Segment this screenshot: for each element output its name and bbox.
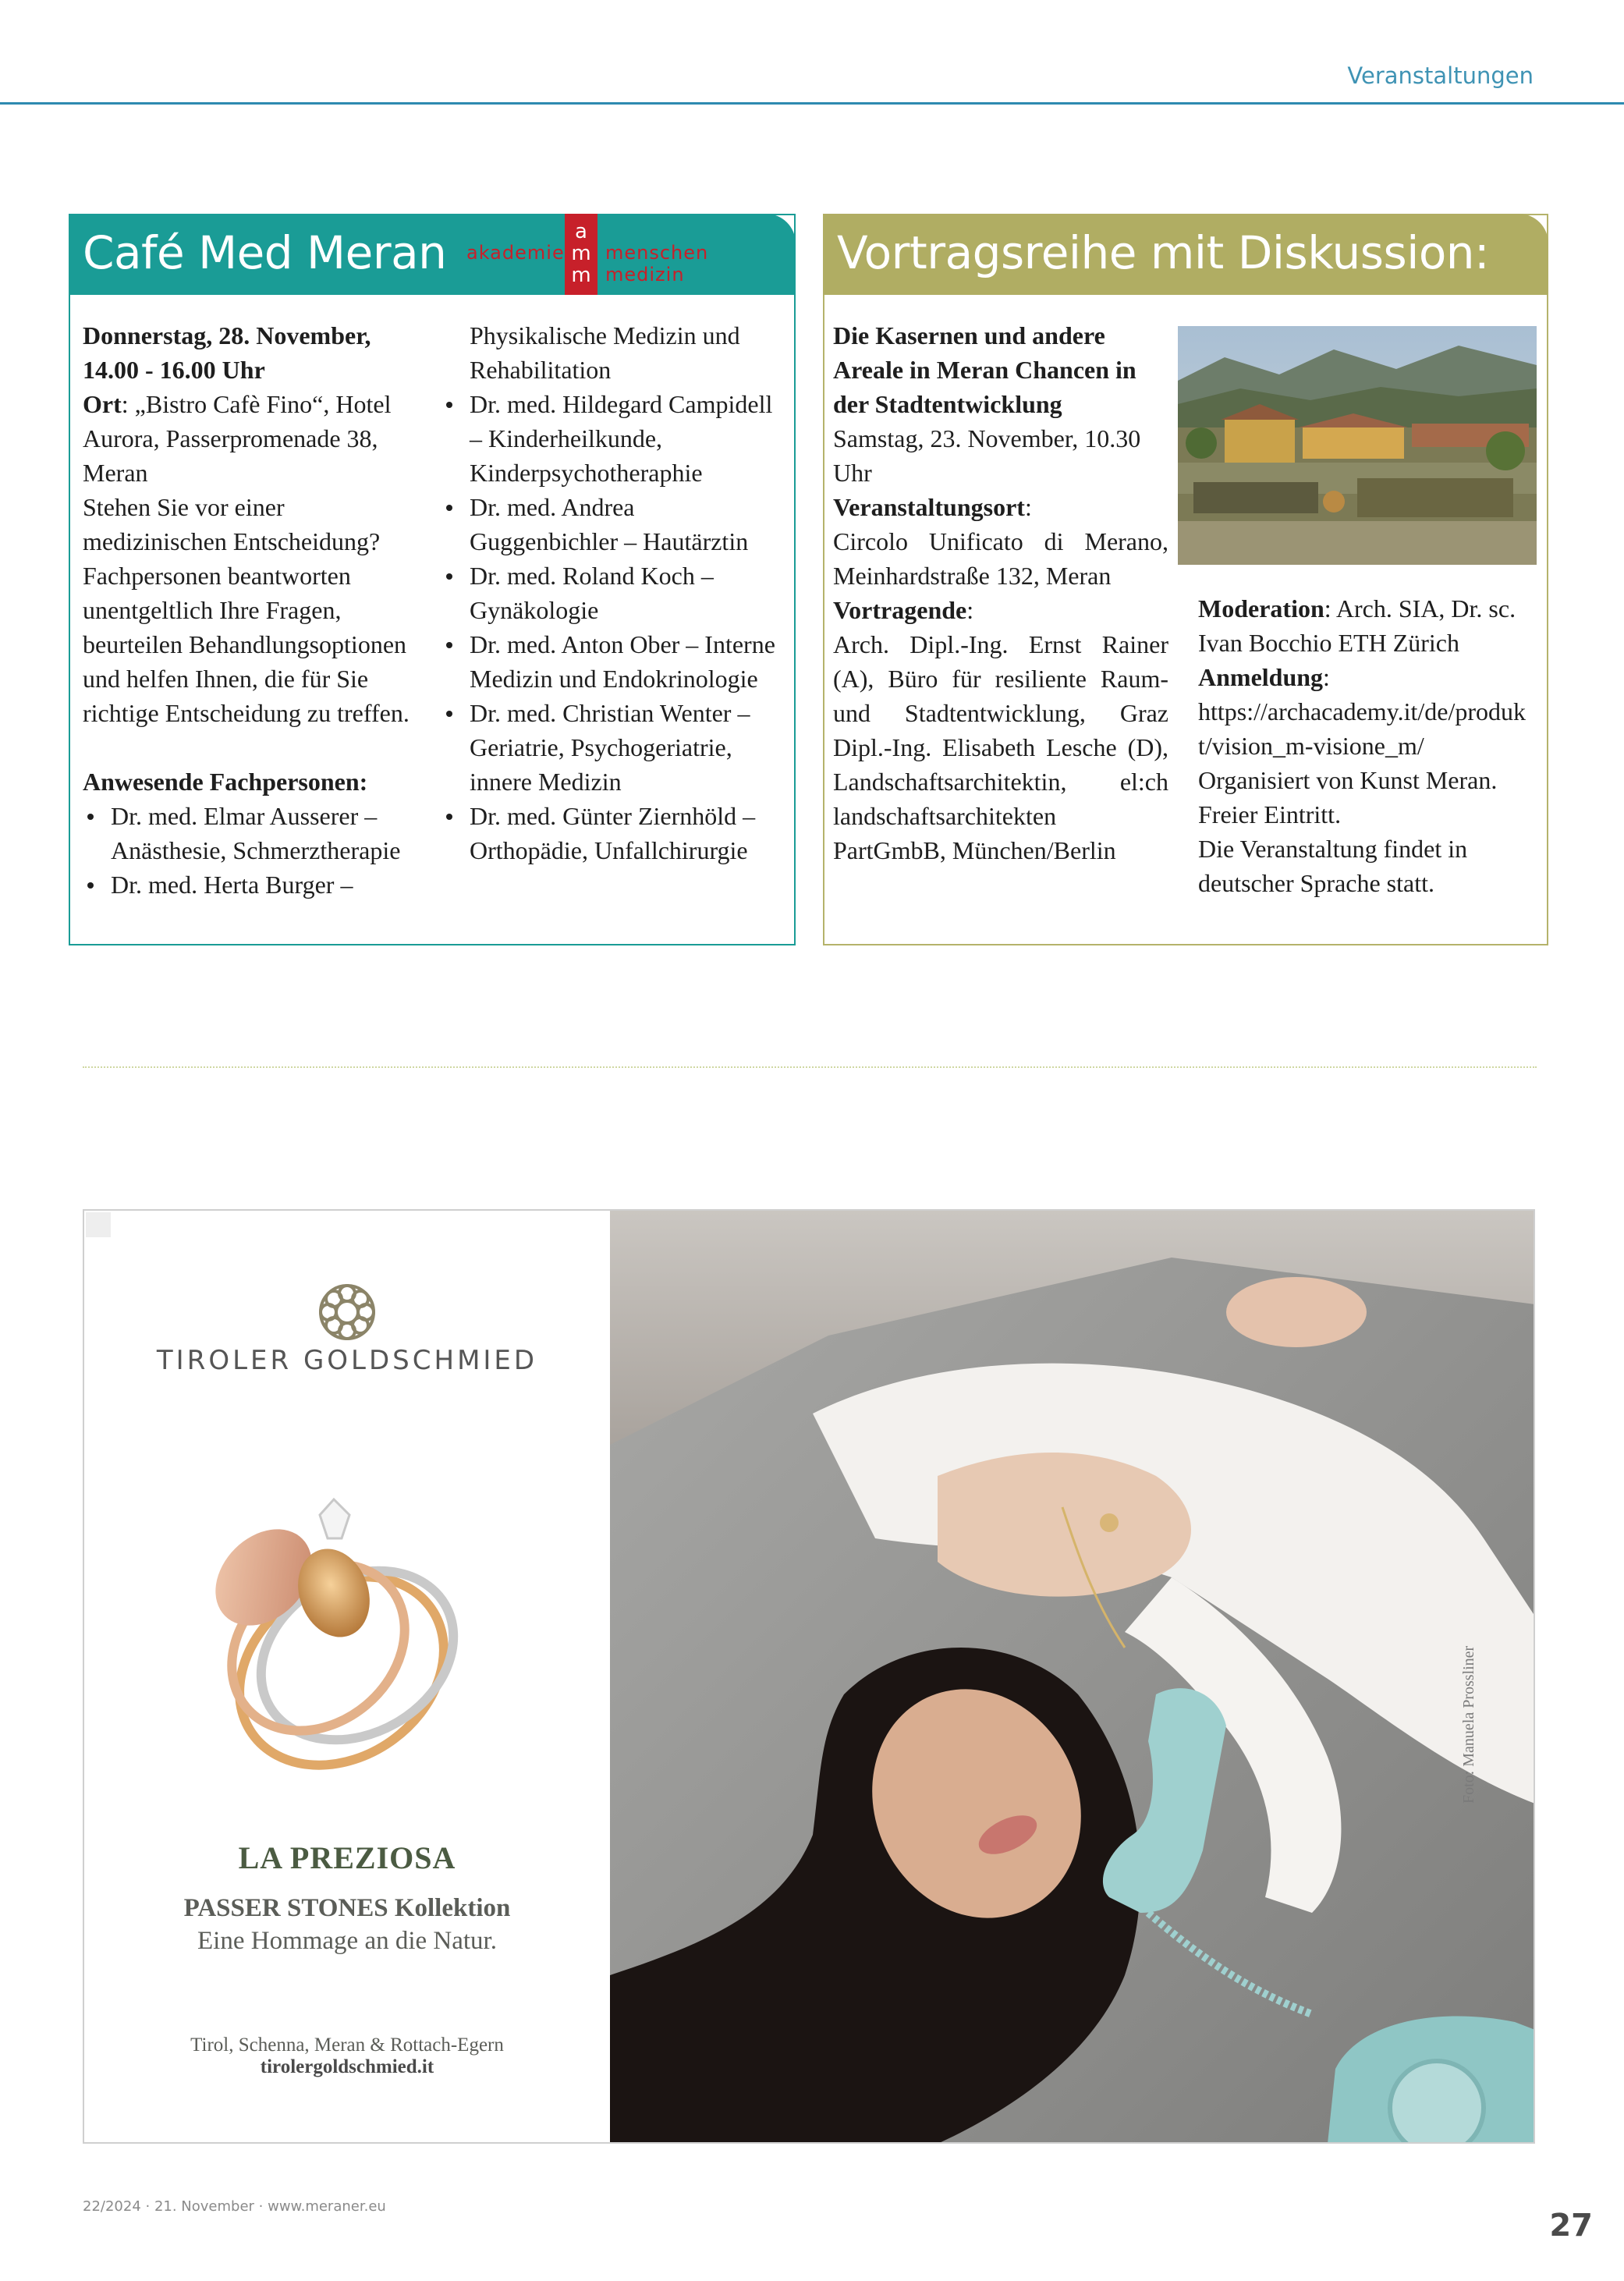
collection-name: PASSER STONES Kollektion [183, 1894, 511, 1922]
amm-logo [466, 214, 724, 295]
cafe-location [83, 387, 426, 490]
section-label: Veranstaltungen [1347, 62, 1534, 89]
mandala-logo-icon [316, 1281, 378, 1343]
goldschmied-ad [83, 1209, 1535, 2144]
brand-name: TIROLER GOLDSCHMIED [156, 1345, 538, 1376]
vortrag-location-label [833, 490, 1168, 524]
vortrag-location-text: Circolo Unificato di Merano, Meinhardstraße 132, Meran [833, 527, 1168, 590]
list-item: Dr. med. Andrea Guggenbichler – Hautärztin [441, 490, 785, 559]
vortrag-moderation [1198, 591, 1537, 660]
cafe-med-title: Café Med Meran [83, 226, 447, 279]
list-item: Dr. med. Elmar Ausserer – Anästhesie, Schmerztherapie [83, 799, 426, 867]
cafe-intro: Stehen Sie vor einer medizinischen Entscheidung? Fachpersonen beantworten unentgeltlich Ihre Fragen, beurteilen Behandlungsoptionen und helfen Ihnen, die für Sie richtige Entscheidung zu treffen. [83, 493, 410, 727]
amm-letter-m2: m [571, 264, 591, 287]
cafe-location-text: : „Bistro Cafè Fino“, Hotel Aurora, Passerpromenade 38, Meran [83, 390, 392, 487]
colon: : [1024, 493, 1032, 521]
page-number: 27 [1549, 2208, 1593, 2244]
vortrag-speakers-label [833, 593, 1168, 627]
list-item: Dr. med. Herta Burger – [83, 867, 426, 902]
amm-letter-a: a [575, 220, 587, 243]
vortrag-moderation-label: Moderation [1198, 594, 1324, 623]
amm-letter-m1: m [571, 242, 591, 265]
vortrag-col-2 [1198, 591, 1537, 900]
vortrag-col-1 [833, 318, 1168, 867]
cafe-persons-continued: Physikalische Medizin und Rehabilitation [470, 321, 740, 384]
header-rule [0, 102, 1624, 105]
vortrag-url[interactable]: https://archacademy.it/de/produkt/vision_m-visione_m/ [1198, 697, 1526, 760]
woman-telephone-photo [610, 1211, 1535, 2144]
cafe-persons-list-1 [83, 799, 426, 902]
vortrag-date: Samstag, 23. November, 10.30 Uhr [833, 424, 1141, 487]
vortrag-anmeldung-label [1198, 660, 1537, 694]
kasernen-photo-svg [1178, 326, 1537, 565]
cafe-col-1 [83, 318, 426, 902]
colon: : [966, 596, 974, 624]
list-item: Dr. med. Roland Koch – Gynäkologie [441, 559, 785, 627]
ring-illustration [178, 1468, 505, 1780]
vortrag-location-label-text: Veranstaltungsort [833, 493, 1025, 521]
list-item: Dr. med. Günter Ziernhöld – Orthopädie, Unfallchirurgie [441, 799, 785, 867]
corner-mark-icon [84, 1211, 112, 1239]
photo-credit: Foto: Manuela Prossliner [1460, 1645, 1477, 1804]
vortrag-title: Vortragsreihe mit Diskussion: [837, 226, 1490, 279]
ad-left-panel [84, 1211, 610, 2144]
list-item: Dr. med. Anton Ober – Interne Medizin und Endokrinologie [441, 627, 785, 696]
cafe-location-label: Ort [83, 390, 122, 418]
vortrag-speakers-text: Arch. Dipl.-Ing. Ernst Rainer (A), Büro für resiliente Raum- und Stadtentwicklung, Graz Dipl.-Ing. Elisabeth Lesche (D), Landschaftsarchitektin, el:ch landschaftsarchitekten PartGmbB, München/Berlin [833, 630, 1168, 864]
cafe-med-header [69, 214, 796, 295]
cafe-date-line2: 14.00 - 16.00 Uhr [83, 356, 265, 384]
vortrag-anmeldung-label-text: Anmeldung [1198, 663, 1324, 691]
ad-locations: Tirol, Schenna, Meran & Rottach-Egern [190, 2034, 504, 2056]
vortrag-language: Die Veranstaltung findet in deutscher Sprache statt. [1198, 835, 1468, 897]
product-name: LA PREZIOSA [238, 1840, 456, 1875]
colon: : [1323, 663, 1330, 691]
vortrag-header [823, 214, 1548, 295]
vortrag-speakers-label-text: Vortragende [833, 596, 967, 624]
ad-website[interactable]: tirolergoldschmied.it [260, 2056, 434, 2077]
vortrag-entry: Freier Eintritt. [1198, 800, 1342, 828]
kasernen-photo [1178, 326, 1537, 565]
list-item: Dr. med. Christian Wenter – Geriatrie, Psychogeriatrie, innere Medizin [441, 696, 785, 799]
vortrag-moderation-text: : Arch. SIA, Dr. sc. Ivan Bocchio ETH Zürich [1198, 594, 1516, 657]
cafe-col-2 [441, 318, 785, 867]
amm-logo-medizin: medizin [605, 264, 685, 286]
spacer [83, 730, 426, 764]
amm-logo-akademie: akademie [466, 242, 565, 264]
cafe-persons-heading: Anwesende Fachpersonen: [83, 768, 368, 796]
cafe-persons-list-2 [441, 387, 785, 867]
amm-logo-mark [565, 214, 597, 295]
list-item: Dr. med. Hildegard Campidell – Kinderheilkunde, Kinderpsychotheraphie [441, 387, 785, 490]
footer-meta: 22/2024 · 21. November · www.meraner.eu [83, 2198, 386, 2215]
ad-photo [610, 1211, 1535, 2144]
cafe-date-line1: Donnerstag, 28. November, [83, 321, 371, 349]
dotted-divider [83, 1066, 1537, 1068]
ad-tagline: Eine Hommage an die Natur. [197, 1927, 497, 1955]
vortrag-organizer: Organisiert von Kunst Meran. [1198, 766, 1498, 794]
vortrag-subtitle: Die Kasernen und andere Areale in Meran Chancen in der Stadtentwicklung [833, 321, 1136, 418]
amm-logo-menschen: menschen [605, 242, 709, 264]
